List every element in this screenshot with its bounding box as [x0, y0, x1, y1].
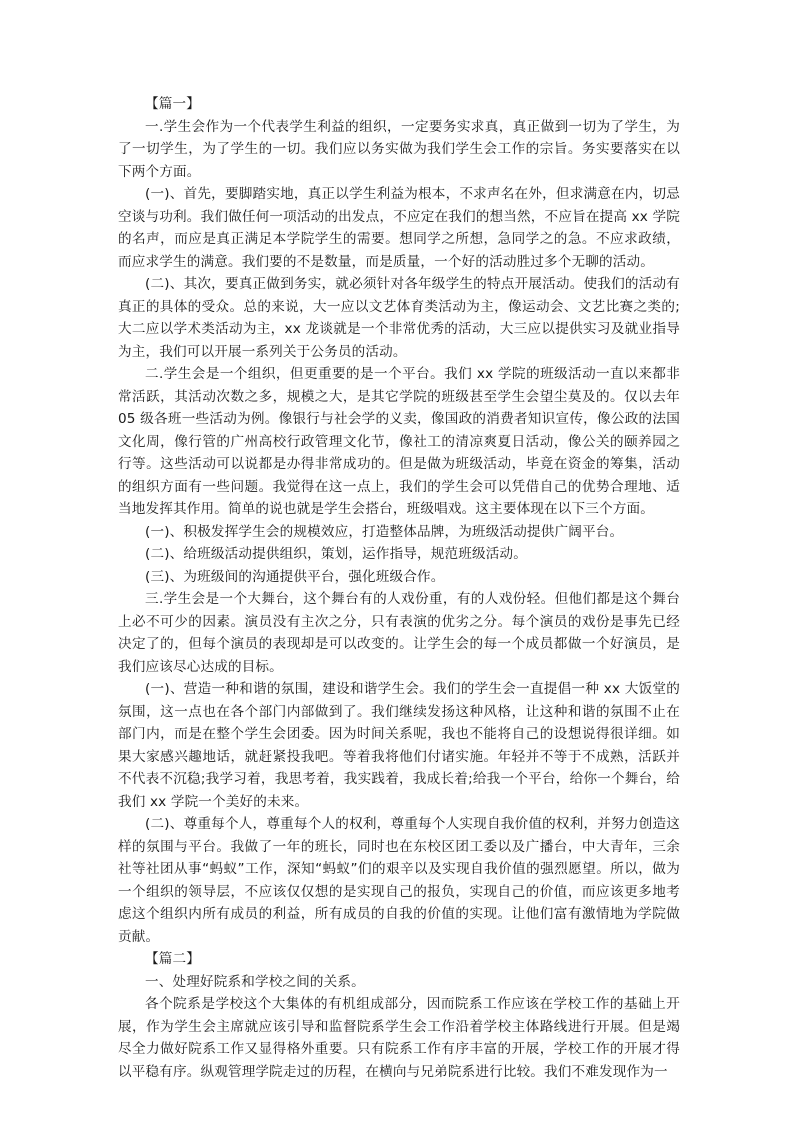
paragraph: (三)、为班级间的沟通提供平台，强化班级合作。 — [145, 568, 445, 585]
paragraph: (二)、给班级活动提供组织，策划，运作指导，规范班级活动。 — [145, 546, 527, 562]
paragraph: (一)、首先，要脚踏实地，真正以学生利益为根本，不求声名在外，但求满意在内，切忌空谈与功利。我们做任何一项活动的出发点，不应定在我们的想当然，不应旨在提高 xx 学院的名声，而应是真正满足本学院学生的需要。想同学之所想，急同学之的急。不应求政绩，而应求学生的满意。我们要的不是数量，而是质量，一个好的活动胜过多个无聊的活动。 — [118, 186, 680, 270]
paragraph: 二.学生会是一个组织，但更重要的是一个平台。我们 xx 学院的班级活动一直以来都非常活跃，其活动次数之多，规模之大，是其它学院的班级甚至学生会望尘莫及的。仅以去年 05 级各班一些活动为例。像银行与社会学的义卖，像国政的消费者知识宣传，像公政的法国文化周，像行管的广州高校行政管理文化节，像社工的清凉爽夏日活动，像公关的颐养园之行等。这些活动可以说都是办得非常成功的。但是做为班级活动，毕竟在资金的筹集，活动的组织方面有一些问题。我觉得在这一点上，我们的学生会可以凭借自己的优势合理地、适当地发挥其作用。简单的说也就是学生会搭台，班级唱戏。这主要体现在以下三个方面。 — [118, 366, 680, 517]
paragraph: (二)、尊重每个人，尊重每个人的权利，尊重每个人实现自我价值的权利，并努力创造这样的氛围与平台。我做了一年的班长，同时也在东校区团工委以及广播台，中大青年，三余社等社团从事“蚂蚁”工作，深知“蚂蚁”们的艰辛以及实现自我价值的强烈愿望。所以，做为一个组织的领导层，不应该仅仅想的是实现自己的报负，实现自己的价值，而应该更多地考虑这个组织内所有成员的利益，所有成员的自我的价值的实现。让他们富有激情地为学院做贡献。 — [118, 816, 680, 945]
section-heading-2: 【篇二】 — [145, 951, 200, 967]
paragraph: 三.学生会是一个大舞台，这个舞台有的人戏份重，有的人戏份轻。但他们都是这个舞台上必不可少的因素。演员没有主次之分，只有表演的优劣之分。每个演员的戏份是事先已经决定了的，但每个演员的表现却是可以改变的。让学生会的每一个成员都做一个好演员，是我们应该尽心达成的目标。 — [118, 591, 680, 675]
paragraph: (二)、其次，要真正做到务实，就必须针对各年级学生的特点开展活动。使我们的活动有真正的具体的受众。总的来说，大一应以文艺体育类活动为主，像运动会、文艺比赛之类的;大二应以学术类活动为主，xx 龙谈就是一个非常优秀的活动，大三应以提供实习及就业指导为主，我们可以开展一系列关于公务员的活动。 — [118, 276, 680, 360]
paragraph: 一.学生会作为一个代表学生利益的组织，一定要务实求真，真正做到一切为了学生，为了一切学生，为了学生的一切。我们应以务实做为我们学生会工作的宗旨。务实要落实在以下两个方面。 — [118, 118, 680, 180]
paragraph: (一)、积极发挥学生会的规模效应，打造整体品牌，为班级活动提供广阔平台。 — [145, 523, 624, 540]
paragraph: 各个院系是学校这个大集体的有机组成部分，因而院系工作应该在学校工作的基础上开展，作为学生会主席就应该引导和监督院系学生会工作沿着学校主体路线进行开展。但是竭尽全力做好院系工作又显得格外重要。只有院系工作有序丰富的开展，学校工作的开展才得以平稳有序。纵观管理学院走过的历程，在横向与兄弟院系进行比较。我们不难发现作为一 — [118, 996, 680, 1080]
section-heading-1: 【篇一】 — [145, 96, 200, 112]
document-page — [118, 93, 680, 1083]
paragraph: 一、处理好院系和学校之间的关系。 — [145, 973, 365, 990]
paragraph: (一)、营造一种和谐的氛围，建设和谐学生会。我们的学生会一直提倡一种 xx 大饭堂的氛围，这一点也在各个部门内部做到了。我们继续发扬这种风格，让这种和谐的氛围不止在部门内，而是在整个学生会团委。因为时间关系呢，我也不能将自己的设想说得很详细。如果大家感兴趣地话，就赶紧投我吧。等着我将他们付诸实施。年轻并不等于不成熟，活跃并不代表不沉稳;我学习着，我思考着，我实践着，我成长着;给我一个平台，给你一个舞台，给我们 xx 学院一个美好的未来。 — [118, 681, 680, 810]
